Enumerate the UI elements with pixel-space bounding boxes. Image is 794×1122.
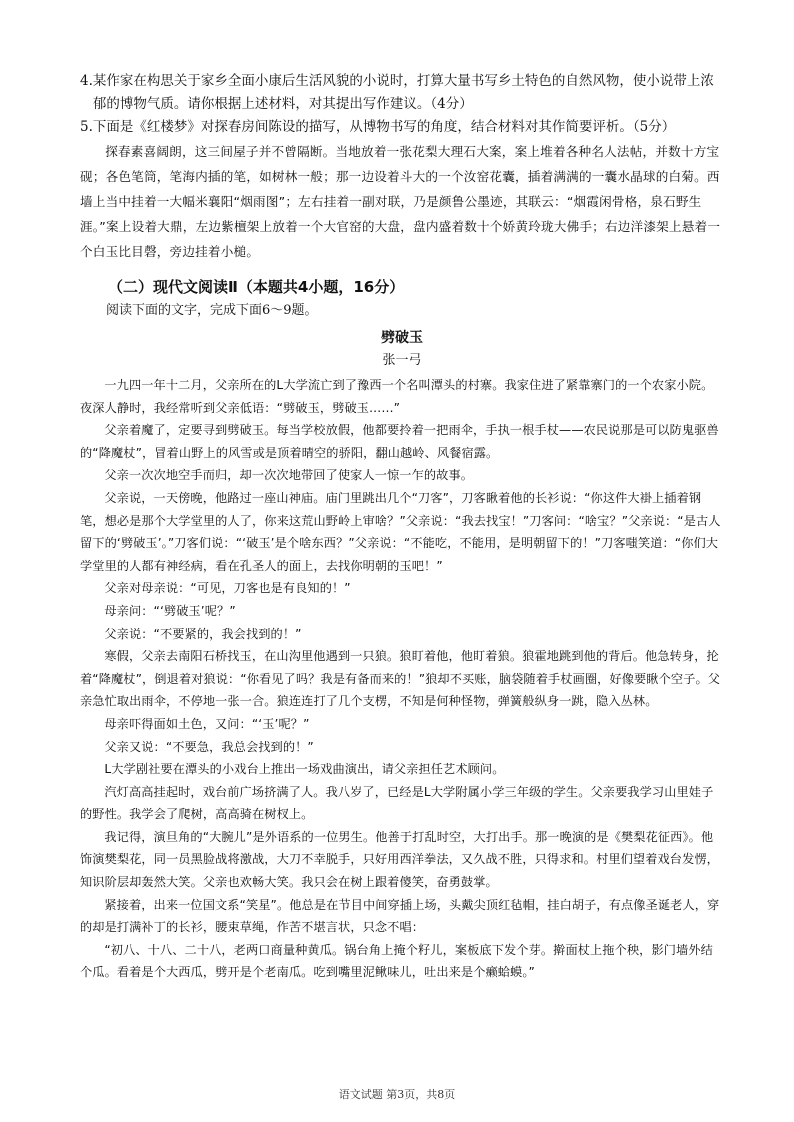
- story-paragraph: 父亲说：“不要紧的，我会找到的！”: [104, 626, 302, 641]
- story-paragraph: 母亲问：“‘劈破玉’呢？”: [104, 603, 236, 618]
- story-paragraph: “初八、十八、二十八，老两口商量种黄瓜。锅台角上掩个籽儿，案板底下发个芽。擀面杖上拖个秧，影门墙外结个瓜。看着是个大西瓜，劈开是个老南瓜。吃到嘴里泥鳅味儿，吐出来是个癞蛤蟆。”: [80, 942, 713, 980]
- story-paragraph: 父亲着魔了，定要寻到劈破玉。每当学校放假，他都要拎着一把雨伞，手执一根手杖——农民说那是可以防鬼驱兽的“降魔杖”，冒着山野上的风雪或是顶着晴空的骄阳，翻山越岭、风餐宿露。: [80, 423, 719, 460]
- hongloumeng-excerpt: 探春素喜阔朗，这三间屋子并不曾隔断。当地放着一张花梨大理石大案，案上堆着各种名人法帖，并数十方宝砚；各色笔筒，笔海内插的笔，如树林一般；那一边设着斗大的一个汝窑花囊，插着满满的一囊水晶球的白菊。西墙上当中挂着一大幅米襄阳“烟雨图”；左右挂着一副对联，乃是颜鲁公墨迹，其联云：“烟霞闲骨格，泉石野生涯。”案上设着大鼎，左边紫檀架上放着一个大官窑的大盘，盘内盛着数十个娇黄玲珑大佛手；右边洋漆架上悬着一个白玉比目磬，旁边挂着小槌。: [80, 144, 721, 259]
- question-number: 4.: [80, 73, 93, 89]
- story-paragraph: 寒假，父亲去南阳石桥找玉，在山沟里他遇到一只狼。狼盯着他，他盯着狼。狼霍地跳到他的背后。他急转身，抡着“降魔杖”，倒退着对狼说：“你看见了吗？我是有备而来的！”狼却不买账，脑袋随着手杖画圈，好像要瞅个空子。父亲急忙取出雨伞，不停地一张一合。狼连连打了几个支楞，不知是何种怪物，弹簧般纵身一跳，隐入丛林。: [80, 649, 721, 709]
- story-paragraph: 父亲又说：“不要急，我总会找到的！”: [104, 739, 314, 754]
- story-author: 张一弓: [382, 353, 422, 368]
- story-paragraph: 父亲一次次地空手而归，却一次次地带回了使家人一惊一乍的故事。: [104, 468, 474, 483]
- question-number: 5.: [80, 119, 93, 135]
- story-paragraph: 母亲吓得面如土色，又问：“‘玉’呢？”: [104, 716, 310, 731]
- question-text: 下面是《红楼梦》对探春房间陈设的描写，从博物书写的角度，结合材料对其作简要评析。（5分）: [92, 119, 676, 135]
- page-footer: 语文试题 第3页，共8页: [338, 1088, 456, 1101]
- story-paragraph: 父亲说，一天傍晚，他路过一座山神庙。庙门里跳出几个“刀客”，刀客瞅着他的长衫说：“你这件大褂上插着钢笔，想必是那个大学堂里的人了，你来这荒山野岭上审啥？”父亲说：“我去找宝！”刀客问：“啥宝？”父亲说：“是古人留下的‘劈破玉’。”刀客们说：“‘破玉’是个啥东西？”父亲说：“不能吃，不能用，是明朝留下的！”刀客嗤笑道：“你们大学堂里的人都有神经病，看在孔圣人的面上，去找你明朝的玉吧！”: [80, 490, 721, 573]
- story-title: 劈破玉: [381, 330, 423, 346]
- story-paragraph: 父亲对母亲说：“可见，刀客也是有良知的！”: [104, 581, 351, 596]
- story-paragraph: 汽灯高高挂起时，戏台前广场挤满了人。我八岁了，已经是L大学附属小学三年级的学生。父亲要我学习山里娃子的野性。我学会了爬树，高高骑在树杈上。: [80, 784, 714, 822]
- question-5: [80, 116, 724, 139]
- page-content: [80, 70, 724, 984]
- story-paragraph: 紧接着，出来一位国文系“笑星”。他总是在节目中间穿插上场，头戴尖顶红毡帽，挂白胡子，有点像圣诞老人，穿的却是打满补丁的长衫，腰束草绳，作苦不堪言状，只念不唱：: [80, 897, 720, 935]
- reading-instruction: 阅读下面的文字，完成下面6～9题。: [106, 303, 318, 318]
- section-title: （二）现代文阅读Ⅱ（本题共4小题，16分）: [108, 278, 405, 296]
- story-paragraph: 一九四一年十二月，父亲所在的L大学流亡到了豫西一个名叫潭头的村寨。我家住进了紧靠寨门的一个农家小院。夜深人静时，我经常听到父亲低语：“劈破玉，劈破玉……”: [80, 378, 714, 415]
- story-paragraph: L大学剧社要在潭头的小戏台上推出一场戏曲演出，请父亲担任艺术顾问。: [104, 762, 505, 777]
- question-4: [80, 70, 724, 116]
- story-paragraph: 我记得，演旦角的“大腕儿”是外语系的一位男生。他善于打乱时空，大打出手。那一晚演的是《樊梨花征西》。他饰演樊梨花，同一员黑脸战将激战，大刀不幸脱手，只好用西洋拳法，又久战不胜，只得求和。村里们望着戏台发愣，知识阶层却轰然大笑。父亲也欢畅大笑。我只会在树上跟着傻笑，奋勇鼓掌。: [80, 829, 719, 890]
- question-text: 某作家在构思关于家乡全面小康后生活风貌的小说时，打算大量书写乡土特色的自然风物，使小说带上浓郁的博物气质。请你根据上述材料，对其提出写作建议。（4分）: [92, 73, 714, 112]
- story-body: [80, 374, 724, 984]
